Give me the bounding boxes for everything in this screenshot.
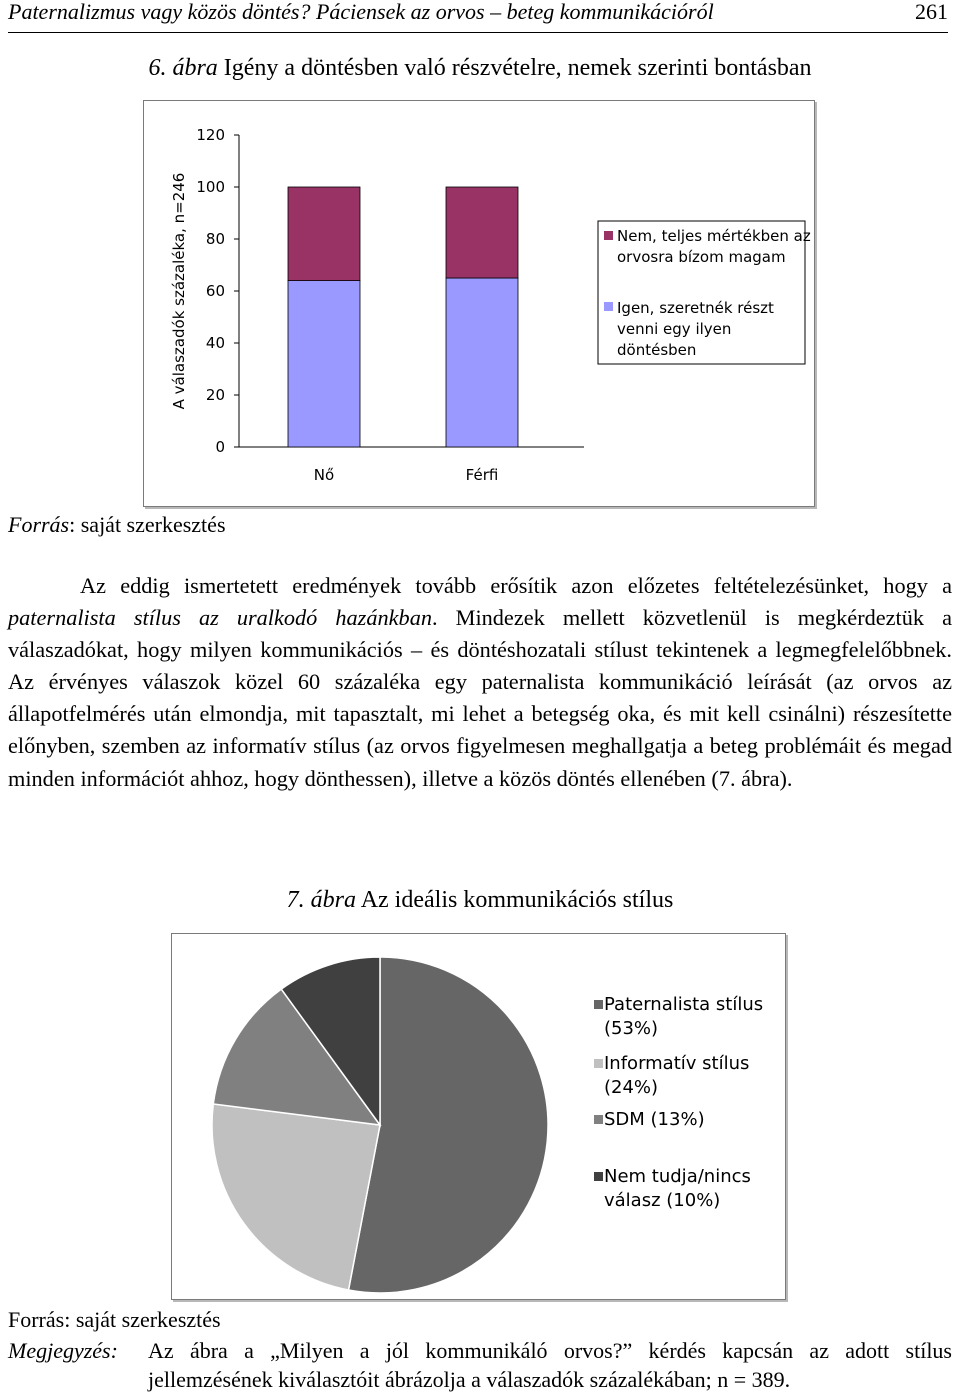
- pie-legend-label-paternalista-line-2: (53%): [604, 1018, 659, 1039]
- paragraph-part1: Az eddig ismertetett eredmények tovább erősítik azon előzetes feltételezésünket, hogy a: [80, 573, 952, 598]
- figure6-caption-text: Igény a döntésben való részvételre, nemek szerinti bontásban: [217, 55, 812, 81]
- page-number: 261: [915, 0, 948, 24]
- y-tick-label-100: 100: [196, 178, 225, 196]
- figure7-caption-text: Az ideális kommunikációs stílus: [356, 887, 674, 913]
- legend-label-igen-line-2: venni egy ilyen: [617, 320, 732, 338]
- y-tick-label-80: 80: [205, 230, 225, 248]
- legend-label-igen-line-3: döntésben: [617, 341, 697, 359]
- stacked-bar-chart: [144, 101, 814, 506]
- y-tick-label-120: 120: [196, 126, 225, 144]
- bar-ferfi-nem: [446, 187, 518, 278]
- body-paragraph: [8, 570, 952, 795]
- pie-legend-label-nem-tudja-line-2: válasz (10%): [604, 1190, 721, 1211]
- y-tick-label-40: 40: [205, 334, 225, 352]
- y-axis-title: A válaszadók százaléka, n=246: [170, 172, 188, 410]
- bar-ferfi-igen: [446, 278, 518, 447]
- figure6-source: [8, 512, 226, 538]
- legend-swatch-igen: [604, 302, 613, 311]
- pie-legend-swatch-sdm: [594, 1115, 603, 1124]
- figure6-source-label: Forrás: [8, 512, 70, 537]
- figure6-source-text: : saját szerkesztés: [69, 512, 226, 537]
- x-tick-label-1: Nő: [313, 466, 335, 484]
- paragraph-emphasis: paternalista stílus az uralkodó hazánkban: [8, 605, 432, 631]
- legend-label-nem-line-1: Nem, teljes mértékben az: [617, 227, 811, 245]
- figure7-caption: [0, 886, 960, 914]
- note-text: Az ábra a „Milyen a jól kommunikáló orvos?” kérdés kapcsán az adott stílus jellemzésének kiválasztóit ábrázolja a válaszadók százalékában; n = 389.: [148, 1338, 952, 1392]
- y-tick-label-0: 0: [215, 438, 225, 456]
- bar-no-igen: [288, 281, 360, 447]
- running-title: Paternalizmus vagy közös döntés? Páciensek az orvos – beteg kommunikációról: [8, 0, 714, 24]
- pie-legend-label-informativ-line-1: Informatív stílus: [604, 1053, 750, 1074]
- y-tick-label-20: 20: [205, 386, 225, 404]
- legend-swatch-nem: [604, 231, 613, 240]
- figure6-caption: [0, 54, 960, 82]
- paragraph-part2: . Mindezek mellett közvetlenül is megkérdeztük a válaszadókat, hogy milyen kommunikációs – és döntéshozatali stílust tekintenek a legmegfelelőbbnek. Az érvényes válaszok közel 60 százaléka egy paternalista kommunikáció leírását (az orvos az állapotfelmérés után elmondja, mit tapasztalt, mi lehet a betegség oka, és mit kell csinálni) részesítette előnyben, szemben az informatív stílus (az orvos figyelmesen meghallgatja a beteg problémáit és megad minden információt ahhoz, hogy dönthessen), illetve a közös döntés ellenében (7. ábra).: [8, 605, 952, 791]
- pie-legend-swatch-nem-tudja: [594, 1172, 603, 1181]
- pie-legend-label-sdm-line-1: SDM (13%): [604, 1109, 705, 1130]
- pie-chart: [172, 934, 785, 1299]
- pie-legend-swatch-paternalista: [594, 1000, 603, 1009]
- pie-legend-label-paternalista-line-1: Paternalista stílus: [604, 994, 764, 1015]
- figure7-source: Forrás: saját szerkesztés: [8, 1307, 221, 1332]
- pie-legend-label-nem-tudja-line-1: Nem tudja/nincs: [604, 1166, 751, 1187]
- note-label: Megjegyzés:: [8, 1338, 118, 1363]
- bar-no-nem: [288, 187, 360, 281]
- legend-label-igen-line-1: Igen, szeretnék részt: [617, 299, 774, 317]
- pie-legend-label-informativ-line-2: (24%): [604, 1077, 659, 1098]
- pie-legend-swatch-informativ: [594, 1059, 603, 1068]
- legend-label-nem-line-2: orvosra bízom magam: [617, 248, 786, 266]
- figure6-caption-number: 6. ábra: [148, 55, 218, 81]
- bar-chart-frame: [143, 100, 815, 507]
- x-tick-label-2: Férfi: [465, 466, 499, 484]
- y-tick-label-60: 60: [205, 282, 225, 300]
- running-header: [8, 0, 948, 33]
- pie-chart-frame: [171, 933, 786, 1300]
- figure7-caption-number: 7. ábra: [286, 887, 357, 913]
